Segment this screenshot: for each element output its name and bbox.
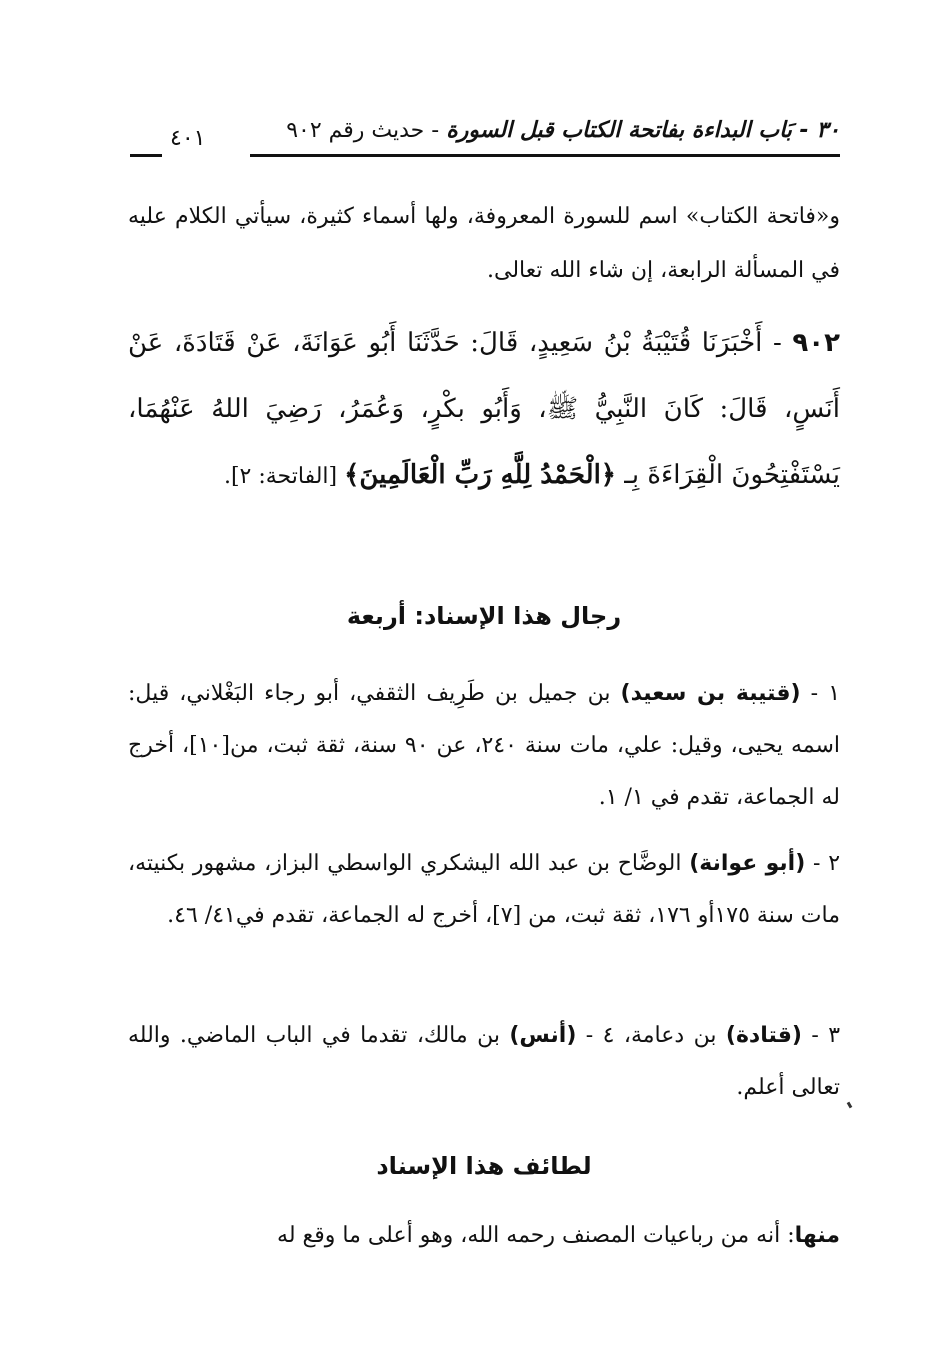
narrator-details: بن مالك، تقدما في الباب الماضي. والله تعالى أعلم. [128, 1023, 840, 1100]
intro-paragraph: و«فاتحة الكتاب» اسم للسورة المعروفة، ولها أسماء كثيرة، سيأتي الكلام عليه في المسألة الرابعة، إن شاء الله تعالى. [128, 204, 840, 283]
narrator-details: بن دعامة، ٤ - [576, 1023, 726, 1048]
hadith-text [128, 310, 840, 510]
chapter-title-bold: ٣٠ - بَاب البداءة بفاتحة الكتاب قبل السورة [446, 118, 840, 143]
subtleties-heading: لطائف هذا الإسناد [376, 1152, 592, 1180]
hadith-number: ٩٠٢ [792, 328, 840, 358]
narrator-entry [128, 1010, 840, 1114]
narrator-entry [128, 668, 840, 824]
running-header [130, 118, 840, 168]
narrator-number: ٣ - [801, 1023, 841, 1048]
quran-verse: ﴿الْحَمْدُ لِلَّهِ رَبِّ الْعَالَمِينَ﴾ [344, 460, 617, 490]
page-number-rule [130, 154, 162, 157]
narrator-name: (أبو عوانة) [689, 851, 806, 876]
narrator-entry [128, 838, 840, 942]
verse-reference: [الفاتحة: ٢]. [223, 464, 345, 489]
narrator-details: الوضَّاح بن عبد الله اليشكري الواسطي البزاز، مشهور بكنيته، مات سنة ١٧٥أو ١٧٦، ثقة ثبت، من [٧]، أخرج له الجماعة، تقدم في٤١/ ٤٦. [128, 851, 840, 928]
narrator-number: ٢ - [805, 851, 841, 876]
narrator-name: (أنس) [509, 1023, 577, 1048]
narrator-number: ١ - [800, 681, 841, 706]
subtleties-lead: منها [794, 1223, 840, 1248]
header-rule [250, 154, 840, 157]
subtleties-text: : أنه من رباعيات المصنف رحمه الله، وهو أعلى ما وقع له [277, 1223, 795, 1248]
hadith-dash: - [762, 328, 793, 358]
narrators-heading: رجال هذا الإسناد: أربعة [346, 602, 622, 630]
narrator-details: بن جميل بن طَرِيف الثقفي، أبو رجاء البَغْلاني، قيل: اسمه يحيى، وقيل: علي، مات سنة ٢٤٠، عن ٩٠ سنة، ثقة ثبت، من[١٠]، أخرج له الجماعة، تقدم في ١/ ١. [128, 681, 840, 810]
chapter-title [286, 118, 840, 143]
page-number: ٤٠١ [170, 126, 206, 151]
print-speck [847, 1102, 853, 1109]
narrator-name: (قتيبة بن سعيد) [620, 681, 801, 706]
subtleties-paragraph [128, 1210, 840, 1262]
chapter-title-hadith-number: - حديث رقم ٩٠٢ [286, 118, 447, 143]
narrator-name: (قتادة) [725, 1023, 802, 1048]
hadith-body: أَخْبَرَنَا قُتَيْبَةُ بْنُ سَعِيدٍ، قَالَ: حَدَّثَنَا أَبُو عَوَانَةَ، عَنْ قَتَادَةَ، عَنْ أَنَسٍ، قَالَ: كَانَ النَّبِيُّ ﷺ، وَأَبُو بكْرٍ، وَعُمَرُ، رَضِيَ اللهُ عَنْهُمَا، يَسْتَفْتِحُونَ الْقِرَاءَةَ بِـ [128, 328, 840, 490]
